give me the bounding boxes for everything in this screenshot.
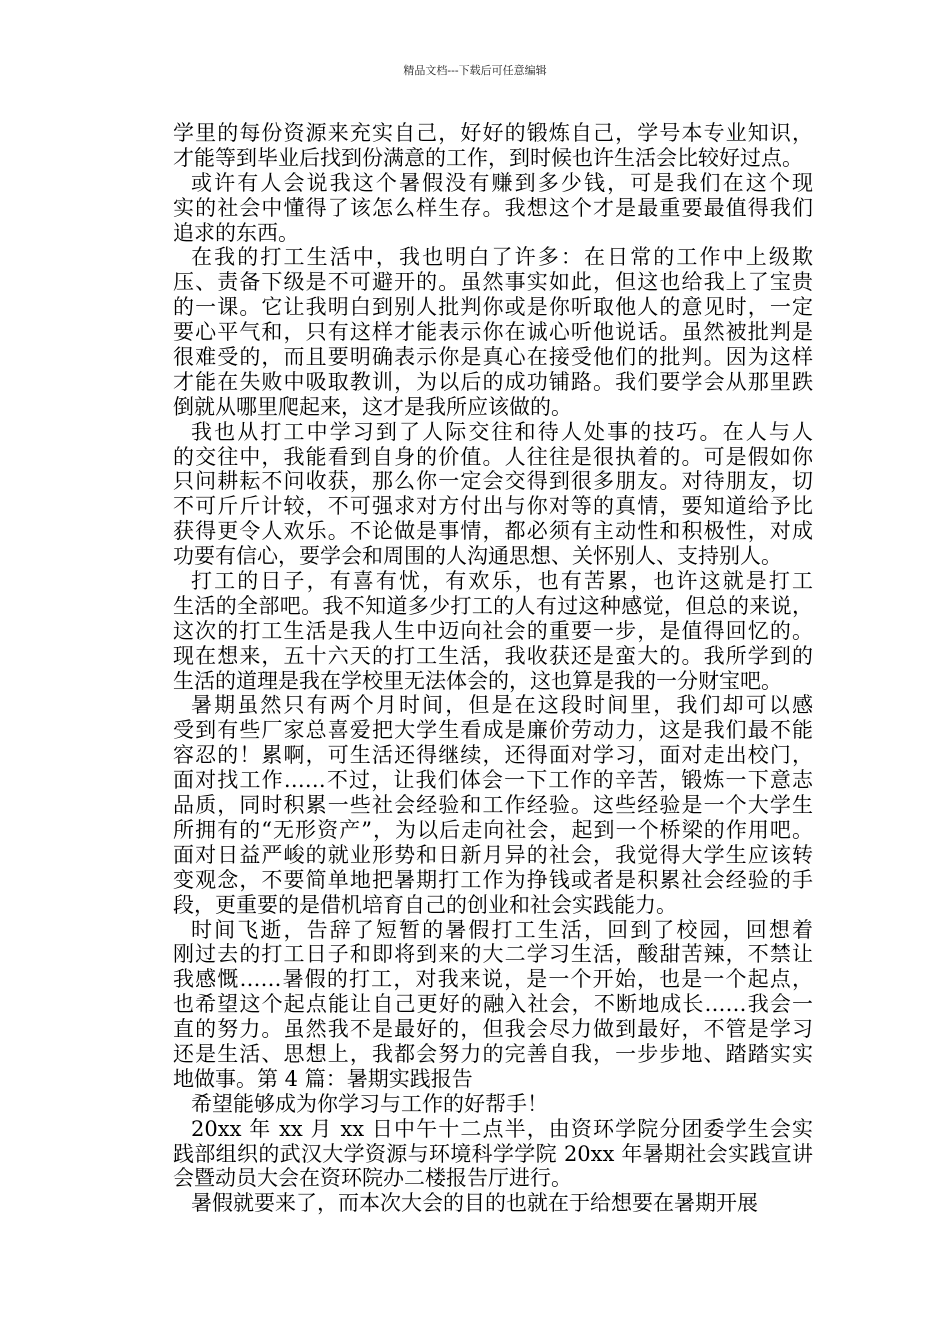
paragraph [173,420,813,569]
text-line: 会暨动员大会在资环院办二楼报告厅进行。 [173,1166,572,1191]
paragraph [173,1117,813,1192]
text-line: 在我的打工生活中，我也明白了许多：在日常的工作中上级欺 [191,245,813,270]
text-line: 压、责备下级是不可避开的。虽然事实如此，但这也给我上了宝贵 [173,270,813,295]
text-line: 获得更令人欢乐。不论做是事情，都必须有主动性和积极性，对成 [173,519,813,544]
text-line: 实的社会中懂得了该怎么样生存。我想这个才是最重要最值得我们 [173,195,813,220]
text-line: 不可斤斤计较，不可强求对方付出与你对等的真情，要知道给予比 [173,494,813,519]
text-line: 地做事。第 4 篇：暑期实践报告 [173,1066,473,1091]
text-line: 这次的打工生活是我人生中迈向社会的重要一步，是值得回忆的。 [173,618,813,643]
text-line: 的一课。它让我明白到别人批判你或是你听取他人的意见时，一定 [173,295,813,320]
text-line: 或许有人会说我这个暑假没有赚到多少钱，可是我们在这个现 [191,170,813,195]
text-line: 所拥有的“无形资产”，为以后走向社会，起到一个桥梁的作用吧。 [173,817,813,842]
text-line: 也希望这个起点能让自己更好的融入社会，不断地成长……我会一 [173,992,813,1017]
text-line: 还是生活、思想上，我都会努力的完善自我，一步步地、踏踏实实 [173,1041,813,1066]
text-line: 要心平气和，只有这样才能表示你在诚心听他说话。虽然被批判是 [173,320,813,345]
paragraph [173,569,813,693]
paragraph [173,1191,813,1216]
document-body [173,121,813,1216]
text-line: 品质，同时积累一些社会经验和工作经验。这些经验是一个大学生 [173,793,813,818]
text-line: 20xx 年 xx 月 xx 日中午十二点半，由资环学院分团委学生会实 [191,1116,813,1141]
paragraph [173,693,813,917]
text-line: 刚过去的打工日子和即将到来的大二学习生活，酸甜苦辣，不禁让 [173,942,813,967]
text-line: 倒就从哪里爬起来，这才是我所应该做的。 [173,394,572,419]
text-line: 我感慨……暑假的打工，对我来说，是一个开始，也是一个起点， [173,967,813,992]
text-line: 时间飞逝，告辞了短暂的暑假打工生活，回到了校园，回想着 [191,917,813,942]
paragraph [173,1092,813,1117]
text-line: 很难受的，而且要明确表示你是真心在接受他们的批判。因为这样 [173,345,813,370]
text-line: 面对日益严峻的就业形势和日新月异的社会，我觉得大学生应该转 [173,842,813,867]
page-header: 精品文档---下载后可任意编辑 [403,64,547,77]
text-line: 打工的日子，有喜有忧，有欢乐，也有苦累，也许这就是打工 [191,569,813,594]
text-line: 学里的每份资源来充实自己，好好的锻炼自己，学号本专业知识， [173,121,813,145]
text-line: 生活的道理是我在学校里无法体会的，这也算是我的一分财宝吧。 [173,668,782,693]
text-line: 功要有信心，要学会和周围的人沟通思想、关怀别人、支持别人。 [173,544,782,569]
text-line: 的交往中，我能看到自身的价值。人往往是很执着的。可是假如你 [173,444,813,469]
text-line: 直的努力。虽然我不是最好的，但我会尽力做到最好，不管是学习 [173,1017,813,1042]
text-line: 暑假就要来了，而本次大会的目的也就在于给想要在暑期开展 [191,1191,758,1216]
text-line: 变观念，不要简单地把暑期打工作为挣钱或者是积累社会经验的手 [173,867,813,892]
text-line: 生活的全部吧。我不知道多少打工的人有过这种感觉，但总的来说， [173,593,813,618]
text-line: 受到有些厂家总喜爱把大学生看成是廉价劳动力，这是我们最不能 [173,718,813,743]
text-line: 希望能够成为你学习与工作的好帮手！ [191,1091,548,1116]
text-line: 才能在失败中吸取教训，为以后的成功铺路。我们要学会从那里跌 [173,369,813,394]
text-line: 容忍的！累啊，可生活还得继续，还得面对学习，面对走出校门， [173,743,813,768]
paragraph [173,245,813,419]
text-line: 段，更重要的是借机培育自己的创业和社会实践能力。 [173,892,677,917]
paragraph [173,918,813,1092]
paragraph [173,171,813,246]
text-line: 暑期虽然只有两个月时间，但是在这段时间里，我们却可以感 [191,693,813,718]
text-line: 追求的东西。 [173,220,299,245]
text-line: 我也从打工中学习到了人际交往和待人处事的技巧。在人与人 [191,419,813,444]
text-line: 面对找工作……不过，让我们体会一下工作的辛苦，锻炼一下意志 [173,768,813,793]
paragraph [173,121,813,171]
text-line: 现在想来，五十六天的打工生活，我收获还是蛮大的。我所学到的 [173,643,813,668]
text-line: 才能等到毕业后找到份满意的工作，到时候也许生活会比较好过点。 [173,145,803,170]
text-line: 践部组织的武汉大学资源与环境科学学院 20xx 年暑期社会实践宣讲 [173,1141,813,1166]
text-line: 只问耕耘不问收获，那么你一定会交得到很多朋友。对待朋友，切 [173,469,813,494]
